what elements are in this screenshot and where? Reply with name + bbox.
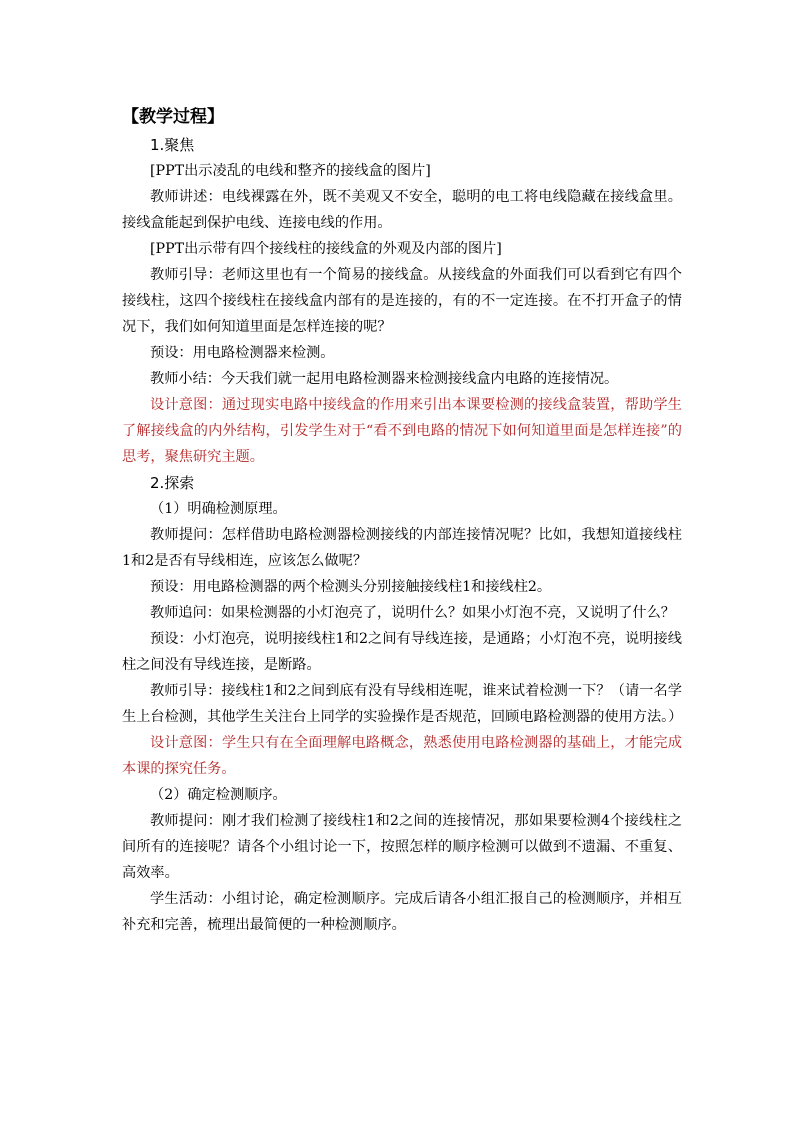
teacher-question-1: 教师提问：怎样借助电路检测器检测接线的内部连接情况呢？比如，我想知道接线柱1和2是否有导线相连，应该怎么做呢？: [122, 527, 682, 569]
student-activity: 学生活动：小组讨论，确定检测顺序。完成后请各小组汇报自己的检测顺序，并相互补充和完善，梳理出最简便的一种检测顺序。: [122, 891, 682, 933]
teacher-followup: 教师追问：如果检测器的小灯泡亮了，说明什么？如果小灯泡不亮，又说明了什么？: [150, 605, 675, 621]
teacher-question-2: 教师提问：刚才我们检测了接线柱1和2之间的连接情况，那如果要检测4个接线柱之间所有的连接呢？请各个小组讨论一下，按照怎样的顺序检测可以做到不遗漏、不重复、高效率。: [122, 813, 682, 881]
subheading-order: （2）确定检测顺序。: [150, 787, 287, 803]
ppt-note-1: [PPT出示凌乱的电线和整齐的接线盒的图片]: [150, 163, 431, 179]
preset-2: 预设：用电路检测器的两个检测头分别接触接线柱1和接线柱2。: [150, 579, 552, 595]
teacher-guide-2: 教师引导：接线柱1和2之间到底有没有导线相连呢，谁来试着检测一下？（请一名学生上台检测，其他学生关注台上同学的实验操作是否规范，回顾电路检测器的使用方法。）: [122, 683, 683, 725]
subheading-principle: （1）明确检测原理。: [150, 501, 287, 517]
heading-focus: 1.聚焦: [150, 136, 195, 154]
teacher-summary: 教师小结：今天我们就一起用电路检测器来检测接线盒内电路的连接情况。: [150, 371, 619, 387]
preset-3: 预设：小灯泡亮，说明接线柱1和2之间有导线连接，是通路；小灯泡不亮，说明接线柱之间没有导线连接，是断路。: [122, 631, 682, 673]
teacher-guide-1: 教师引导：老师这里也有一个简易的接线盒。从接线盒的外面我们可以看到它有四个接线柱，这四个接线柱在接线盒内部有的是连接的，有的不一定连接。在不打开盒子的情况下，我们如何知道里面是怎样连接的呢？: [122, 267, 682, 335]
design-intent-2: 设计意图：学生只有在全面理解电路概念，熟悉使用电路检测器的基础上，才能完成本课的探究任务。: [122, 735, 682, 777]
ppt-note-2: [PPT出示带有四个接线柱的接线盒的外观及内部的图片]: [150, 241, 502, 257]
teacher-narration: 教师讲述：电线裸露在外，既不美观又不安全，聪明的电工将电线隐藏在接线盒里。接线盒能起到保护电线、连接电线的作用。: [122, 189, 682, 231]
preset-1: 预设：用电路检测器来检测。: [150, 345, 335, 361]
document-body: [122, 104, 682, 938]
heading-explore: 2.探索: [150, 474, 195, 492]
section-title: 【教学过程】: [122, 107, 224, 127]
design-intent-1: 设计意图：通过现实电路中接线盒的作用来引出本课要检测的接线盒装置，帮助学生了解接线盒的内外结构，引发学生对于“看不到电路的情况下如何知道里面是怎样连接”的思考，聚焦研究主题。: [122, 397, 682, 465]
